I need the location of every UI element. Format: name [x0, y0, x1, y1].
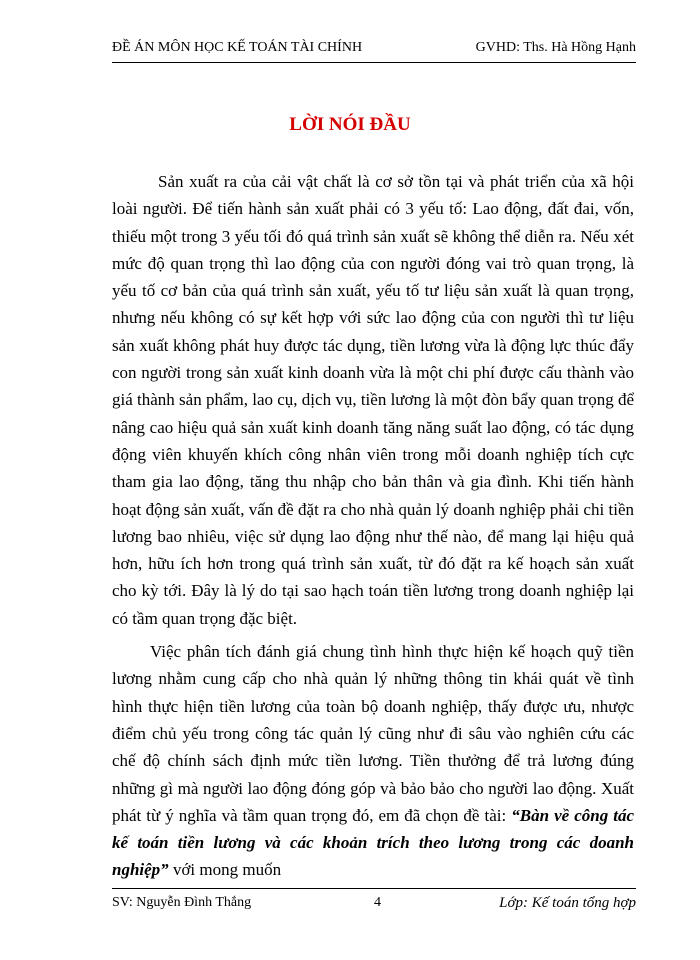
- header-course-title: ĐỀ ÁN MÔN HỌC KẾ TOÁN TÀI CHÍNH: [112, 40, 363, 55]
- paragraph-2-text: Việc phân tích đánh giá chung tình hình thực hiện kế hoạch quỹ tiền lương nhằm cung cấp cho nhà quản lý những thông tin khái quát về tình hình thực hiện tiền lương của toàn bộ doanh nghiệp, thấy được ưu, nhược điểm chủ yếu trong công tác quản lý cũng như đi sâu vào nghiên cứu các chế độ chính sách định mức tiền lương. Tiền thưởng để trả lương đúng những gì mà người lao động đóng góp và bảo bảo cho người lao động. Xuất phát từ ý nghĩa và tầm quan trọng đó, em đã chọn đề tài:: [112, 642, 634, 825]
- paragraph-1: Sản xuất ra của cải vật chất là cơ sở tồn tại và phát triển của xã hội loài người. Để tiến hành sản xuất phải có 3 yếu tố: Lao động, đất đai, vốn, thiếu một trong 3 yếu tối đó quá trình sản xuất sẽ không thể diễn ra. Nếu xét mức độ quan trọng thì lao động của con người đóng vai trò quan trọng, là yếu tố cơ bản của quá trình sản xuất, yếu tố tư liệu sản xuất là quan trọng, nhưng nếu không có sự kết hợp với sức lao động của con người thì tư liệu sản xuất không phát huy được tác dụng, tiền lương vừa là động lực thúc đẩy con người trong sản xuất kinh doanh vừa là một chi phí được cấu thành vào giá thành sản phẩm, lao cụ, dịch vụ, tiền lương là một đòn bẩy quan trọng để nâng cao hiệu quả sản xuất kinh doanh tăng năng suất lao động, có tác dụng động viên khuyến khích công nhân viên trong mỗi doanh nghiệp tích cực tham gia lao động, tăng thu nhập cho bản thân và gia đình. Khi tiến hành hoạt động sản xuất, vấn đề đặt ra cho nhà quản lý doanh nghiệp phải chi tiền lương bao nhiêu, việc sử dụng lao động như thế nào, để mang lại hiệu quả hơn, hữu ích hơn trong quá trình sản xuất, từ đó đặt ra kế hoạch sản xuất cho kỳ tới. Đây là lý do tại sao hạch toán tiền lương trong doanh nghiệp lại có tầm quan trọng đặc biệt.: [112, 172, 634, 628]
- footer-student: SV: Nguyễn Đình Thắng: [112, 895, 252, 910]
- header-instructor: GVHD: Ths. Hà Hồng Hạnh: [475, 40, 636, 55]
- page-footer: [112, 888, 636, 915]
- page-header: [112, 40, 636, 63]
- page-title: LỜI NÓI ĐẦU: [289, 114, 411, 135]
- paragraph-2-tail: với mong muốn: [168, 860, 282, 880]
- footer-class: Lớp: Kế toán tổng hợp: [499, 895, 636, 911]
- page-number: 4: [374, 895, 381, 910]
- paragraph-2: [112, 638, 634, 884]
- document-body: [112, 168, 634, 884]
- thesis-topic: “Bàn về công tác kế toán tiền lương và các khoản trích theo lương trong các doanh nghiệp”: [112, 805, 634, 880]
